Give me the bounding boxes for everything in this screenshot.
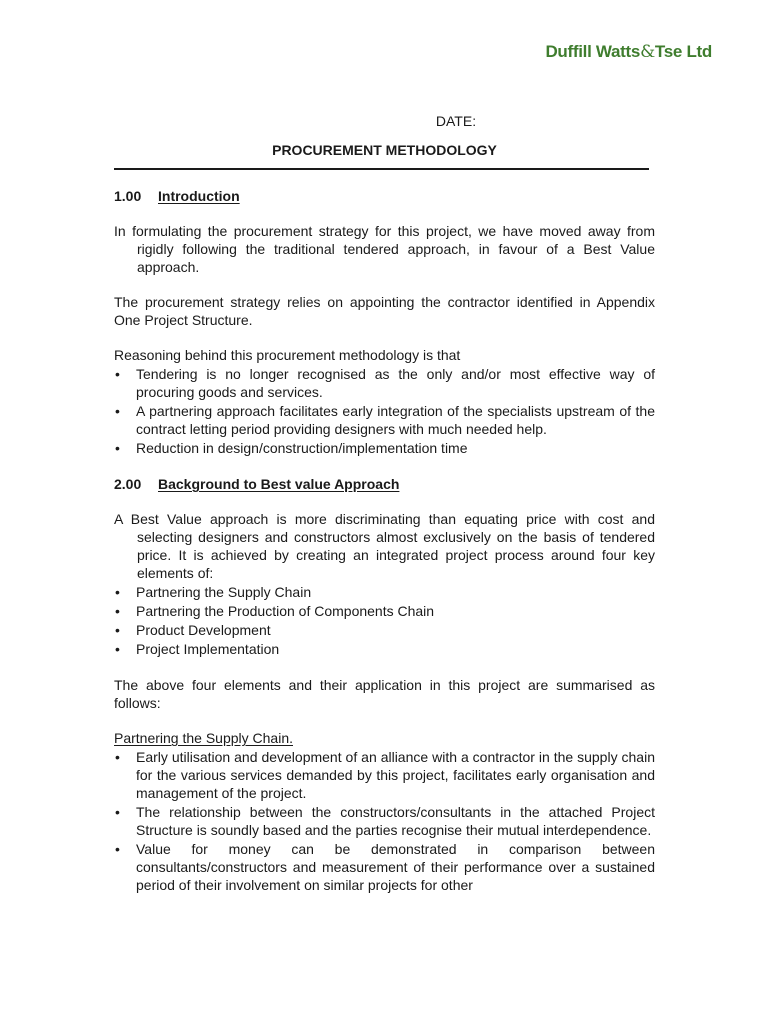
subsection-label: Partnering the Supply Chain. — [114, 730, 293, 746]
document-title: PROCUREMENT METHODOLOGY — [272, 142, 497, 158]
section-2-heading — [114, 475, 655, 493]
logo-text-suffix: Tse Ltd — [654, 42, 712, 61]
logo-text-name: Duffill Watts — [545, 42, 641, 61]
bullet-icon: • — [115, 804, 120, 820]
bullet-icon: • — [115, 584, 120, 600]
bullet-icon: • — [115, 440, 120, 456]
list-item — [114, 402, 655, 438]
bullet-icon: • — [115, 403, 120, 419]
list-item — [114, 621, 655, 639]
section-2-number: 2.00 — [114, 476, 142, 492]
section-1-paragraph-3: Reasoning behind this procurement methodology is that — [114, 347, 461, 363]
document-body — [114, 112, 655, 895]
list-item-text: Partnering the Production of Components Chain — [136, 603, 435, 619]
subsection-bullet-list — [114, 748, 655, 894]
list-item — [114, 803, 655, 839]
list-item-text: Partnering the Supply Chain — [136, 584, 312, 600]
section-2-title: Background to Best value Approach — [158, 476, 400, 492]
section-2-paragraph-2: The above four elements and their application in this project are summarised as follows: — [114, 677, 655, 711]
list-item-text: Reduction in design/construction/implementation time — [136, 440, 468, 456]
bullet-icon: • — [115, 622, 120, 638]
bullet-icon: • — [115, 641, 120, 657]
logo-ampersand: & — [640, 42, 655, 62]
list-item — [114, 439, 655, 457]
section-2-paragraph-1: A Best Value approach is more discriminating than equating price with cost and selecting designers and constructors almost exclusively on the basis of tendered price. It is achieved by creating an integrated project process around four key elements of: — [114, 511, 655, 581]
list-item-text: Early utilisation and development of an alliance with a contractor in the supply chain for the various services demanded by this project, facilitates early organisation and management of the project. — [136, 749, 655, 801]
section-1-paragraph-2: The procurement strategy relies on appointing the contractor identified in Appendix One Project Structure. — [114, 294, 655, 328]
list-item-text: Project Implementation — [136, 641, 280, 657]
list-item-text: Value for money can be demonstrated in comparison between consultants/constructors and measurement of their performance over a sustained period of their involvement on similar projects for other — [136, 841, 655, 893]
list-item-text: Tendering is no longer recognised as the only and/or most effective way of procuring goods and services. — [136, 366, 655, 400]
section-1-title: Introduction — [158, 188, 240, 204]
bullet-icon: • — [115, 366, 120, 382]
list-item — [114, 365, 655, 401]
section-1-bullet-list — [114, 365, 655, 457]
list-item-text: Product Development — [136, 622, 271, 638]
section-1-number: 1.00 — [114, 188, 142, 204]
list-item-text: The relationship between the constructors/consultants in the attached Project Structure is soundly based and the parties recognise their mutual interdependence. — [136, 804, 655, 838]
list-item — [114, 840, 655, 894]
company-logo — [545, 43, 712, 61]
date-label: DATE: — [435, 113, 477, 129]
list-item — [114, 748, 655, 802]
bullet-icon: • — [115, 603, 120, 619]
bullet-icon: • — [115, 841, 120, 857]
list-item — [114, 602, 655, 620]
bullet-icon: • — [115, 749, 120, 765]
section-1-paragraph-1: In formulating the procurement strategy for this project, we have moved away from rigidly following the traditional tendered approach, in favour of a Best Value approach. — [114, 223, 655, 275]
list-item-text: A partnering approach facilitates early integration of the specialists upstream of the contract letting period providing designers with much needed help. — [136, 403, 655, 437]
list-item — [114, 640, 655, 658]
list-item — [114, 583, 655, 601]
section-2-bullet-list — [114, 583, 655, 658]
section-1-heading — [114, 187, 655, 205]
